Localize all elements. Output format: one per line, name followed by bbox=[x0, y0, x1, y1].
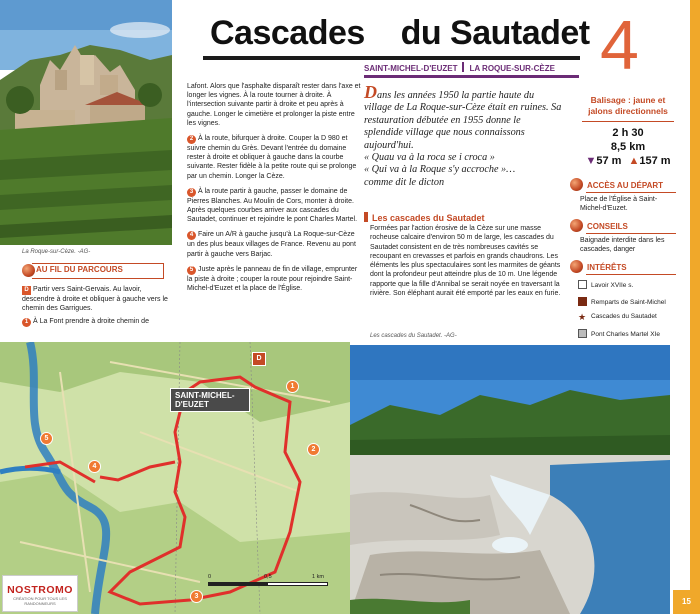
elevation-up: 157 m bbox=[639, 155, 671, 167]
step-3-marker: 3 bbox=[187, 188, 196, 197]
title-underline bbox=[203, 56, 580, 60]
step-2-marker: 2 bbox=[187, 135, 196, 144]
remparts-icon bbox=[578, 297, 587, 306]
acces-text: Place de l'Église à Saint-Michel-d'Euzet. bbox=[580, 196, 658, 212]
acces-underline bbox=[586, 192, 676, 193]
village-photo-illustration bbox=[0, 0, 172, 245]
step-1 bbox=[22, 317, 168, 327]
interet-item bbox=[578, 329, 660, 338]
village-photo bbox=[0, 0, 172, 245]
intro-dropcap: D bbox=[364, 82, 377, 102]
cascades-photo bbox=[350, 345, 670, 614]
step-2-text: À la route, bifurquer à droite. Couper la D 980 et suivre chemin du Grès. Devant l'entrée du domaine rester à droite et obliquer à gauche dans la courbe suivante. Rester fidèle à la petite route qui se prolonge par un chemin. Longer la Cèze. bbox=[187, 135, 357, 180]
conseils-underline bbox=[586, 233, 676, 234]
acces-title: ACCÈS AU DÉPART bbox=[587, 181, 664, 190]
intro-text bbox=[364, 82, 562, 189]
map-start-marker: D bbox=[252, 352, 266, 366]
scale-tick-1: 0,5 bbox=[264, 574, 272, 580]
au-fil-label: AU FIL DU PARCOURS bbox=[36, 265, 123, 274]
cascades-photo-illustration bbox=[350, 345, 670, 614]
step-5-marker: 5 bbox=[187, 266, 196, 275]
conseils-title: CONSEILS bbox=[587, 222, 628, 231]
commune-1: SAINT-MICHEL-D'EUZET bbox=[364, 64, 458, 73]
lavoir-icon bbox=[578, 280, 587, 289]
scale-tick-2: 1 km bbox=[312, 574, 324, 580]
side-color-strip bbox=[690, 0, 700, 590]
step-1-text: À La Font prendre à droite chemin de bbox=[33, 318, 149, 326]
interet-item bbox=[578, 280, 633, 289]
step-d-text: Partir vers Saint-Gervais. Au lavoir, descendre à droite et obliquer à gauche vers le chemin des Garrigues. bbox=[22, 286, 168, 313]
map-point-5: 5 bbox=[40, 432, 53, 445]
elevation-down-icon: ▼ bbox=[585, 155, 597, 167]
balisage-info: Balisage : jaune et jalons directionnels bbox=[588, 95, 668, 116]
intro-quote-1: « Quau va à la roca se i croca » bbox=[364, 152, 495, 164]
map-point-1: 1 bbox=[286, 380, 299, 393]
page-title: Cascades du Sautadet bbox=[210, 14, 590, 52]
commune-2: LA ROQUE-SUR-CÈZE bbox=[469, 64, 555, 73]
map-place-label: SAINT-MICHEL-D'EUZET bbox=[170, 388, 250, 412]
section-bar bbox=[364, 212, 368, 222]
map-scale bbox=[208, 574, 333, 588]
au-fil-heading bbox=[22, 263, 172, 279]
gorge-caption: Les cascades du Sautadet. -AG- bbox=[370, 333, 457, 339]
interets-underline bbox=[586, 274, 676, 275]
interet-item bbox=[578, 313, 657, 322]
interet-item bbox=[578, 297, 666, 306]
logo-brand: NOSTROMO bbox=[7, 584, 73, 596]
step-d bbox=[22, 285, 168, 313]
conseils-text: Baignade interdite dans les cascades, danger bbox=[580, 237, 665, 253]
scale-tick-0: 0 bbox=[208, 574, 212, 580]
step-1-marker: 1 bbox=[22, 318, 31, 327]
step-3-text: À la route partir à gauche, passer le domaine de Pierres Blanches. Au Moulin de Cors, monter à droite. Après quelques courbes arriver aux cascades du Sautadet, continuer et rejoindre le pont Charles Martel. bbox=[187, 187, 358, 224]
route-steps-column-2 bbox=[187, 82, 361, 299]
interets-title: INTÉRÊTS bbox=[587, 263, 627, 272]
subtitle-underline bbox=[364, 75, 579, 78]
elevation-up-icon: ▲ bbox=[628, 155, 640, 167]
step-4-text: Faire un A/R à gauche jusqu'à La Roque-sur-Cèze un des plus beaux villages de France. Revenu au pont partir à gauche vers Barjac. bbox=[187, 231, 356, 258]
logo-tagline: CRÉATION POUR TOUS LES RANDONNEURS bbox=[13, 596, 67, 606]
step-4-marker: 4 bbox=[187, 231, 196, 240]
step-4 bbox=[187, 230, 361, 258]
route-steps-column-1 bbox=[22, 285, 168, 331]
commune-separator bbox=[462, 62, 464, 72]
interets-bullet-icon bbox=[570, 260, 583, 273]
balisage-divider bbox=[582, 121, 674, 122]
scale-bar bbox=[208, 582, 328, 586]
interet-label: Remparts de Saint-Michel bbox=[591, 299, 666, 306]
acces-heading bbox=[570, 178, 663, 191]
intro-body: ans les années 1950 la partie haute du village de La Roque-sur-Cèze était en ruines. Sa restauration débutée en 1955 donne le splendide village que nous connaissons aujourd'hui. bbox=[364, 90, 562, 151]
step-5 bbox=[187, 265, 361, 293]
step-3 bbox=[187, 187, 361, 225]
distance: 8,5 km bbox=[610, 141, 646, 153]
step-2 bbox=[187, 134, 361, 181]
section-title: Les cascades du Sautadet bbox=[372, 213, 485, 223]
interets-heading bbox=[570, 260, 627, 273]
map-point-3: 3 bbox=[190, 590, 203, 603]
step-d-marker: D bbox=[22, 286, 31, 295]
conseils-heading bbox=[570, 219, 628, 232]
map-point-4: 4 bbox=[88, 460, 101, 473]
intro-quote-3: comme dit le dicton bbox=[364, 176, 445, 188]
interet-label: Pont Charles Martel XIe bbox=[591, 331, 661, 338]
intro-quote-2: « Qui va à la Roque s'y accroche »… bbox=[364, 164, 516, 176]
village-caption: La Roque-sur-Cèze. -AG- bbox=[22, 249, 91, 255]
au-fil-bullet-icon bbox=[22, 264, 35, 277]
star-icon: ★ bbox=[578, 312, 587, 322]
elevation-down: 57 m bbox=[596, 155, 622, 167]
step-1-continued: Lafont. Alors que l'asphalte disparaît rester dans l'axe et longer les vignes. À la route tourner à droite. À l'intersection suivante partir à droite et peu après à gauche. Longer le cimetière et prolonger la piste entre les vignes. bbox=[187, 83, 361, 127]
elevation bbox=[578, 155, 678, 167]
route-number: 4 bbox=[600, 6, 639, 84]
bridge-icon bbox=[578, 329, 587, 338]
communes-subtitle bbox=[364, 62, 579, 76]
step-5-text: Juste après le panneau de fin de village, emprunter la piste à droite ; couper la route pour rejoindre Saint-Michel-d'Euzet et la place de l'Église. bbox=[187, 265, 358, 293]
publisher-logo bbox=[2, 575, 78, 612]
interet-label: Lavoir XVIIe s. bbox=[591, 282, 634, 289]
conseils-bullet-icon bbox=[570, 219, 583, 232]
acces-bullet-icon bbox=[570, 178, 583, 191]
section-heading bbox=[364, 212, 564, 223]
map-point-2: 2 bbox=[307, 443, 320, 456]
duration: 2 h 30 bbox=[612, 127, 644, 139]
section-text: Formées par l'action érosive de la Cèze sur une masse rocheuse calcaire d'environ 50 m de large, les cascades du Sautadet consistent en de très nombreuses cavités se recoupant en crevasses et parfois en grands chaudrons. Les éléments les plus spectaculaires sont les marmites de géants dont la profondeur peut atteindre plus de 10 m. Une légende rapporte que la fille d'Annibal se serait noyée en traversant la rivière. Son éléphant aurait été emporté par les eaux en furie. bbox=[370, 225, 561, 298]
page-number: 15 bbox=[673, 590, 700, 614]
interet-label: Cascades du Sautadet bbox=[591, 313, 657, 320]
